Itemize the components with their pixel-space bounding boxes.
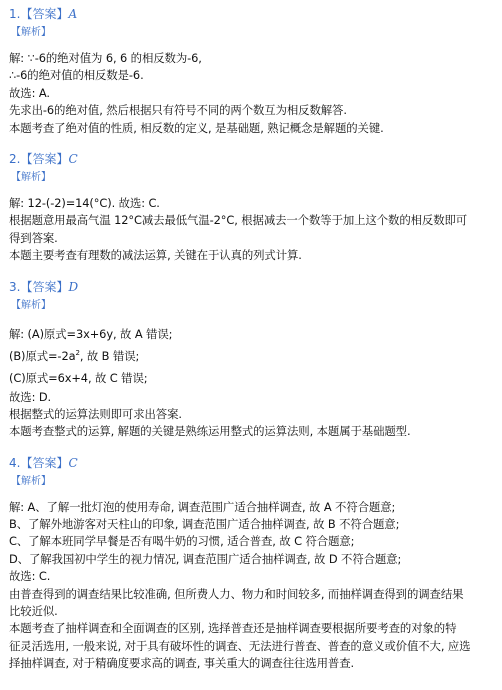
solution-line: 根据题意用最高气温 12°C减去最低气温-2°C, 根据减去一个数等于加上这个数的相反数即可: [9, 213, 468, 228]
solution-line: 征灵活选用, 一般来说, 对于具有破坏性的调查、无法进行普查、普查的意义或价值不大, 应选: [9, 638, 471, 653]
solution-line: ∴-6的绝对值的相反数是-6.: [9, 68, 144, 83]
solution-line: 本题考查整式的运算, 解题的关键是熟练运用整式的运算法则, 本题属于基础题型.: [9, 424, 411, 439]
solution-line: 解: 12-(-2)=14(°C). 故选: C.: [9, 195, 160, 210]
solution-line: 本题考查了抽样调查和全面调查的区别, 选择普查还是抽样调查要根据所要考查的对象的特: [9, 621, 457, 636]
solution-line: (C)原式=6x+4, 故 C 错误;: [9, 370, 148, 385]
question-3: [9, 279, 502, 441]
solution-line: D、了解我国初中学生的视力情况, 调查范围广适合抽样调查, 故 D 不符合题意;: [9, 551, 402, 566]
answer-label: 4.【答案】: [9, 455, 69, 470]
analysis-label: 【解析】: [11, 27, 51, 38]
answer-heading: [9, 455, 502, 471]
analysis-label: 【解析】: [11, 171, 51, 183]
analysis-label: 【解析】: [11, 299, 51, 311]
answer-value: D: [68, 279, 79, 294]
solution-line: 解: (A)原式=3x+6y, 故 A 错误;: [9, 326, 173, 341]
solution-line: 比较近似.: [9, 604, 58, 619]
solution-line: 故选: C.: [9, 569, 51, 584]
solution-text: (B)原式=-2a: [9, 348, 76, 363]
analysis-label: 【解析】: [11, 475, 51, 487]
answer-heading: [9, 279, 502, 295]
solution-line: B、了解外地游客对天柱山的印象, 调查范围广适合抽样调查, 故 B 不符合题意;: [9, 517, 400, 532]
solution-line: 本题主要考查有理数的减法运算, 关键在于认真的列式计算.: [9, 248, 302, 263]
exponent: 2: [75, 348, 80, 357]
solution-line: [9, 345, 502, 367]
solution-line: 故选: A.: [9, 85, 50, 100]
solution-line: 根据整式的运算法则即可求出答案.: [9, 406, 182, 421]
solution-line: 本题考查了绝对值的性质, 相反数的定义, 是基础题, 熟记概念是解题的关键.: [9, 120, 384, 135]
question-4: [9, 455, 502, 673]
answer-label: 2.【答案】: [9, 151, 69, 166]
question-1: [9, 6, 502, 137]
solution-line: 由普查得到的调查结果比较准确, 但所费人力、物力和时间较多, 而抽样调查得到的调查结果: [9, 586, 464, 601]
answer-heading: [9, 6, 502, 22]
answer-label: 3.【答案】: [9, 279, 69, 294]
solution-text: , 故 B 错误;: [79, 348, 140, 363]
solution-line: C、了解本班同学早餐是否有喝牛奶的习惯, 适合普查, 故 C 符合题意;: [9, 534, 355, 549]
answer-value: C: [68, 455, 78, 470]
solution-line: 先求出-6的绝对值, 然后根据只有符号不同的两个数互为相反数解答.: [9, 103, 347, 118]
answer-heading: [9, 151, 502, 167]
solution-line: 解: ∵-6的绝对值为 6, 6 的相反数为-6,: [9, 51, 202, 65]
solution-line: 得到答案.: [9, 230, 58, 245]
answer-label: 1.【答案】: [9, 7, 69, 21]
question-2: [9, 151, 502, 265]
solution-line: 解: A、了解一批灯泡的使用寿命, 调查范围广适合抽样调查, 故 A 不符合题意;: [9, 499, 396, 514]
answer-value: C: [68, 151, 78, 166]
solution-line: 择抽样调查, 对于精确度要求高的调查, 事关重大的调查往往选用普查.: [9, 656, 355, 671]
solution-line: 故选: D.: [9, 389, 52, 404]
answer-value: A: [68, 7, 78, 21]
